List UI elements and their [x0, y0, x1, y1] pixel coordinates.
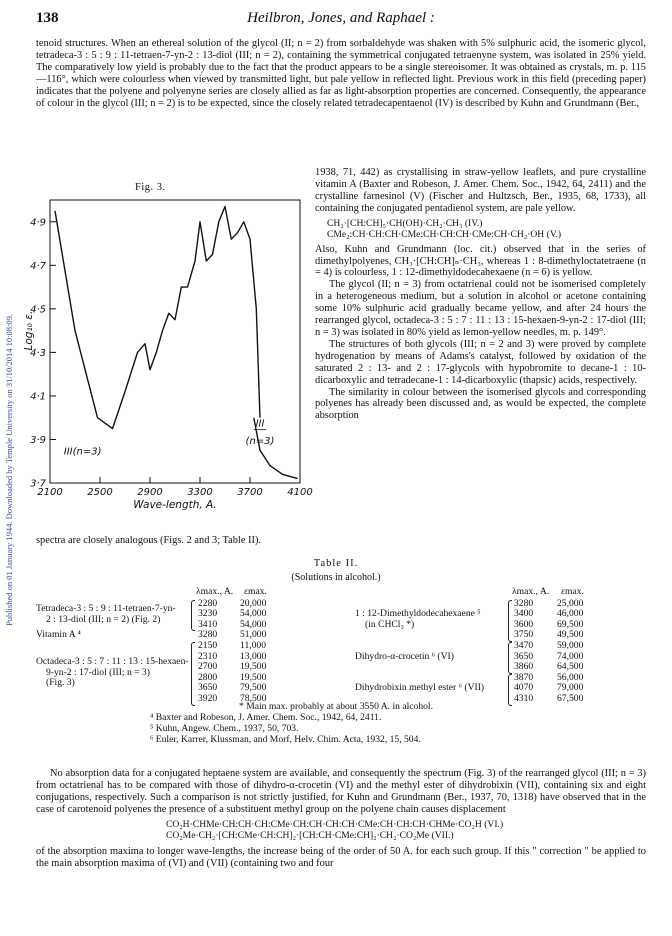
- right-eps-value: 49,500: [557, 629, 584, 641]
- y-tick-label: 4·1: [30, 391, 46, 403]
- left-lambda-value: 2800: [198, 671, 218, 683]
- left-lambda-value: 3920: [198, 693, 218, 704]
- right-lambda-value: 3860: [514, 661, 534, 673]
- right-compound-name: Dihydrobixin methyl ester ⁶ (VII): [355, 682, 485, 694]
- left-compound-name: Tetradeca-3 : 5 : 9 : 11-tetraen-7-yn-: [36, 602, 176, 614]
- left-lambda-value: 2310: [198, 650, 218, 662]
- right-lambda-value: 3650: [514, 650, 534, 662]
- right-compound-name: 1 : 12-Dimethyldodecahexaene ⁵: [355, 608, 481, 620]
- right-lambda-value: 3870: [514, 671, 534, 683]
- left-lambda-value: 2150: [198, 640, 218, 651]
- right-lambda-value: 3750: [514, 629, 534, 641]
- left-lambda-value: 2280: [198, 597, 218, 609]
- right-lambda-value: 3400: [514, 608, 534, 620]
- figure-caption: Fig. 3.: [135, 182, 166, 193]
- y-axis-title: Log₁₀ ε.: [23, 310, 35, 351]
- left-eps-value: 13,000: [240, 650, 267, 662]
- right-eps-value: 64,500: [557, 661, 584, 673]
- y-tick-label: 4·9: [30, 217, 46, 229]
- x-tick-label: 3300: [187, 487, 213, 498]
- left-brace: [191, 600, 195, 632]
- left-brace: [191, 642, 195, 706]
- bottom-paragraph-1: No absorption data for a conjugated heptaene system are available, and consequently the spectrum (Fig. 3) of the rearranged glycol (III; n = 3) from octatrienal has to be compared with those of dihydro-α-crocetin (VI) and the methyl ester of dihydrobixin (VII), containing six and eight conjugations, respectively. Such a comparison is not strictly justified, for Kuhn and Grundmann (Ber., 1937, 70, 1318) have observed that in the case of carotenoid polyenes the presence of a substituent methyl group on the polyene chain causes displacement: [36, 768, 646, 815]
- left-compound-name: 2 : 13-diol (III; n = 2) (Fig. 2): [46, 613, 161, 625]
- right-eps-value: 59,000: [557, 640, 584, 651]
- formula-v: CMe₂:CH·CH:CH·CMe:CH·CH:CH·CMe:CH·CH₂·OH (V.): [327, 228, 562, 240]
- left-header-lambda: λmax., A.: [196, 586, 234, 597]
- right-paragraph-1: 1938, 71, 442) as crystallising in straw-yellow leaflets, and pure crystalline vitamin A (Baxter and Robeson, J. Amer. Chem. Soc., 1942, 64, 2411) and the crystalline farnesinol (V) (Fischer and Hultzsch, Ber., 1935, 68, 1733), all containing the conjugated pentadienol system, are pale yellow.: [315, 167, 646, 214]
- right-eps-value: 56,000: [557, 671, 584, 683]
- right-brace: [508, 642, 512, 674]
- right-lambda-value: 4070: [514, 682, 534, 694]
- y-tick-label: 3·9: [30, 434, 46, 446]
- download-watermark-text: Published on 01 January 1944. Downloaded by Temple University on 31/10/2014 10:08:09.: [4, 313, 14, 627]
- formula-vii: CO₂Me·CH₂·[CH:CMe·CH:CH]₂·[CH:CH·CMe:CH]₂·CH₂·CO₂Me (VII.): [166, 829, 454, 841]
- footnotes: [0, 701, 672, 745]
- footnote-6: ⁶ Euler, Karrer, Klussman, and Morf, Helv. Chim. Acta, 1932, 15, 504.: [150, 734, 421, 745]
- curve-label-iii: III: [255, 418, 265, 430]
- x-tick-label: 3700: [237, 487, 263, 498]
- intro-paragraph: tenoid structures. When an ethereal solution of the glycol (II; n = 2) from sorbaldehyde was shaken with 5% sulphuric acid, the isomeric glycol, tetradeca-3 : 5 : 9 : 11-tetraen-7-yn-2 : 13-diol (III; n = 2), containing the symmetrical conjugated tetraenyne system, was isolated in 25% yield. The comparatively low yield is probably due to the fact that the product appears to be a single stereoisomer. It was obtained as crystals, m. p. 115—116°, which were colourless when viewed by transmitted light, but pale yellow in reflected light. Previous work in this field (preceding paper) indicates that the polyene and polyenyne series are closely allied as far as light-absorption properties are concerned. Consequently, the appearance of colour in the glycol (III; n = 2) is to be expected, since the closely related tetradecapentaenol (IV) is described by Kuhn and Grundmann (Ber.,: [36, 38, 646, 109]
- right-paragraph-5: The similarity in colour between the isomerised glycols and corresponding polyenes has already been discussed and, as would be expected, the complete absorption: [315, 386, 646, 422]
- right-compound-name: Dihydro-α-crocetin ⁶ (VI): [355, 650, 454, 662]
- x-tick-label: 4100: [287, 487, 313, 498]
- x-tick-label: 2100: [37, 487, 63, 498]
- formula-iv: CH₃·[CH:CH]₅·CH(OH)·CH₂·CH₃ (IV.): [327, 217, 483, 229]
- right-paragraph-3: The glycol (II; n = 3) from octatrienal could not be isomerised completely in a heterogeneous medium, but a solution in alcohol or acetone containing some 10% sulphuric acid gradually became yellow, and after 24 hours the rearranged glycol, octadeca-3 : 5 : 7 : 11 : 13 : 15-hexaen-9-yn-2 : 17-diol (III; n = 3) was isolated in 80% yield as lemon-yellow needles, m. p. 149°.: [315, 279, 646, 338]
- right-lambda-value: 3600: [514, 618, 534, 630]
- x-axis-title: Wave-length, A.: [133, 499, 217, 511]
- right-lambda-value: 4310: [514, 693, 534, 704]
- y-tick-label: 3·7: [30, 478, 46, 490]
- right-paragraph-4: The structures of both glycols (III; n = 2 and 3) were proved by complete hydrogenation by means of Adams's catalyst, followed by oxidation of the saturated 2 : 13- and 2 : 17-glycols with hypobromite to decane-1 : 10-dicarboxylic and tetradecane-1 : 14-dicarboxylic (thapsic) acids, respectively.: [315, 338, 646, 386]
- right-paragraph-2: Also, Kuhn and Grundmann (loc. cit.) observed that in the series of dimethylpolyenes, CH₃·[CH:CH]ₙ·CH₃, whereas 1 : 8-dimethyloctatetraene (n = 4) is colourless, 1 : 12-dimethyldodecahexaene (n = 6) is yellow.: [315, 243, 646, 279]
- left-eps-value: 19,500: [240, 671, 267, 683]
- right-eps-value: 46,000: [557, 608, 584, 620]
- bottom-paragraph-2: of the absorption maxima to longer wave-lengths, the increase being of the order of 50 A. for each such group. If this " correction " be applied to the main absorption maxima of (VI) and (VII) (containing two and four: [36, 845, 646, 869]
- footnote-main: * Main max. probably at about 3550 A. in alcohol.: [239, 701, 433, 712]
- x-tick-label: 2500: [87, 487, 113, 498]
- table-subtitle: (Solutions in alcohol.): [291, 572, 381, 583]
- left-compound-name: Octadeca-3 : 5 : 7 : 11 : 13 : 15-hexaen-: [36, 655, 189, 667]
- left-eps-value: 51,000: [240, 629, 267, 641]
- y-tick-label: 4·3: [30, 347, 46, 359]
- right-eps-value: 69,500: [557, 618, 584, 630]
- left-eps-value: 78,500: [240, 693, 267, 704]
- left-lambda-value: 3410: [198, 618, 218, 630]
- right-eps-value: 67,500: [557, 693, 584, 704]
- left-header-eps: εmax.: [244, 586, 267, 597]
- x-tick-label: 2900: [137, 487, 163, 498]
- table-title: Table II.: [313, 558, 359, 569]
- left-lambda-value: 3280: [198, 629, 218, 641]
- formula-vi: CO₂H·CHMe·CH:CH·CH:CMe·CH:CH·CH:CH·CMe:CH·CH:CH·CHMe·CO₂H (VI.): [166, 818, 504, 830]
- right-eps-value: 25,000: [557, 597, 584, 609]
- footnote-5: ⁵ Kuhn, Angew. Chem., 1937, 50, 703.: [150, 723, 299, 734]
- right-compound-name: (in CHCl₃ *): [365, 618, 415, 630]
- left-compound-name: 9-yn-2 : 17-diol (III; n = 3): [46, 666, 150, 678]
- left-lambda-value: 3650: [198, 682, 218, 694]
- right-brace: [508, 600, 512, 642]
- right-lambda-value: 3280: [514, 597, 534, 609]
- y-tick-label: 4·5: [30, 304, 46, 316]
- left-eps-value: 79,500: [240, 682, 267, 694]
- curve-label-iii-n: (n=3): [245, 435, 275, 447]
- left-lambda-value: 3230: [198, 608, 218, 620]
- curve-label-iii-left: III(n=3): [63, 446, 102, 458]
- bottom-text: [36, 768, 646, 869]
- right-header-lambda: λmax., A.: [512, 586, 550, 597]
- left-eps-value: 54,000: [240, 608, 267, 620]
- left-compound-name: (Fig. 3): [46, 677, 75, 689]
- right-eps-value: 79,000: [557, 682, 584, 694]
- right-eps-value: 74,000: [557, 650, 584, 662]
- footnote-4: ⁴ Baxter and Robeson, J. Amer. Chem. Soc., 1942, 64, 2411.: [150, 712, 382, 723]
- left-lambda-value: 2700: [198, 661, 218, 673]
- formula-block-vi-vii: [166, 819, 646, 841]
- right-lambda-value: 3470: [514, 640, 534, 651]
- left-eps-value: 20,000: [240, 597, 267, 609]
- y-tick-label: 4·7: [30, 260, 46, 272]
- spectra-tail: spectra are closely analogous (Figs. 2 and 3; Table II).: [36, 535, 262, 546]
- left-compound-name: Vitamin A ⁴: [36, 629, 81, 641]
- left-eps-value: 19,500: [240, 661, 267, 673]
- page-number: 138: [36, 10, 59, 26]
- left-eps-value: 54,000: [240, 618, 267, 630]
- right-header-eps: εmax.: [561, 586, 584, 597]
- running-title: Heilbron, Jones, and Raphael :: [247, 10, 435, 26]
- left-eps-value: 11,000: [240, 640, 267, 651]
